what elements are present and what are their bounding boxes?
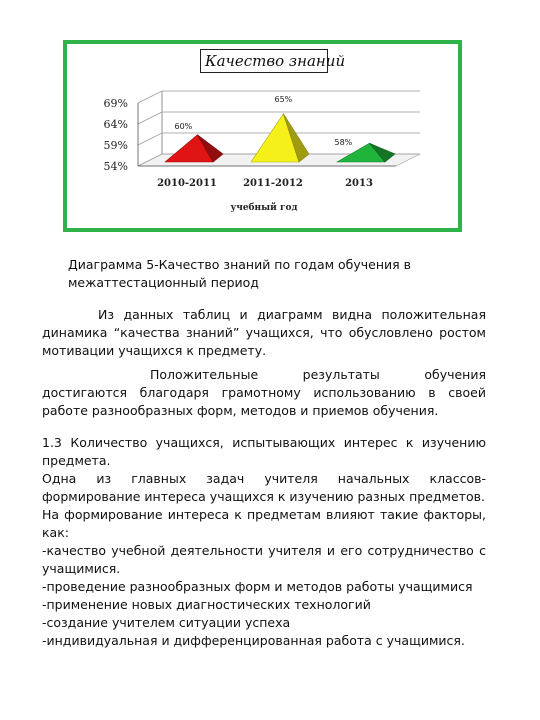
pyramid-bar (251, 114, 309, 162)
chart-bars (165, 114, 395, 162)
paragraph-dynamics: Из данных таблиц и диаграмм видна положительная динамика “качества знаний” учащихся, что обусловлено ростом мотивации учащихся к предмету. (42, 307, 486, 358)
x-tick-label: 2013 (345, 178, 373, 189)
factor-item: -индивидуальная и дифференцированная работа с учащимися. (42, 633, 465, 648)
y-tick-label: 54% (103, 160, 128, 173)
factor-item: -создание учителем ситуации успеха (42, 615, 291, 630)
factor-item: -проведение разнообразных форм и методов работы учащимися (42, 579, 473, 594)
factor-item: -применение новых диагностических технологий (42, 597, 371, 612)
figure-caption: Диаграмма 5-Качество знаний по годам обучения в межаттестационный период (68, 257, 411, 290)
x-tick-label: 2010-2011 (157, 178, 217, 189)
section-text-factors: На формирование интереса к предметам влияют такие факторы, как: (42, 507, 486, 540)
pyramid-bar (165, 135, 223, 162)
chart-title: Качество знаний (200, 49, 328, 73)
factor-item: -качество учебной деятельности учителя и его сотрудничество с учащимися. (42, 543, 486, 576)
section-heading: 1.3 Количество учащихся, испытывающих интерес к изучению предмета. (42, 435, 486, 468)
data-label: 60% (174, 121, 193, 131)
data-label: 58% (334, 138, 353, 148)
section-interest (42, 434, 486, 650)
y-tick-label: 69% (103, 97, 128, 110)
paragraph-results: Положительные результаты обучения достигаются благодаря грамотному использованию в своей работе разнообразных форм, методов и приемов обучения. (42, 367, 486, 418)
x-axis-label: учебный год (230, 203, 298, 213)
data-label: 65% (274, 94, 293, 104)
y-tick-label: 59% (103, 139, 128, 152)
y-tick-label: 64% (103, 118, 128, 131)
section-text-tasks: Одна из главных задач учителя начальных классов- формирование интереса учащихся к изучению разных предметов. (42, 471, 486, 504)
x-tick-label: 2011-2012 (243, 178, 303, 189)
